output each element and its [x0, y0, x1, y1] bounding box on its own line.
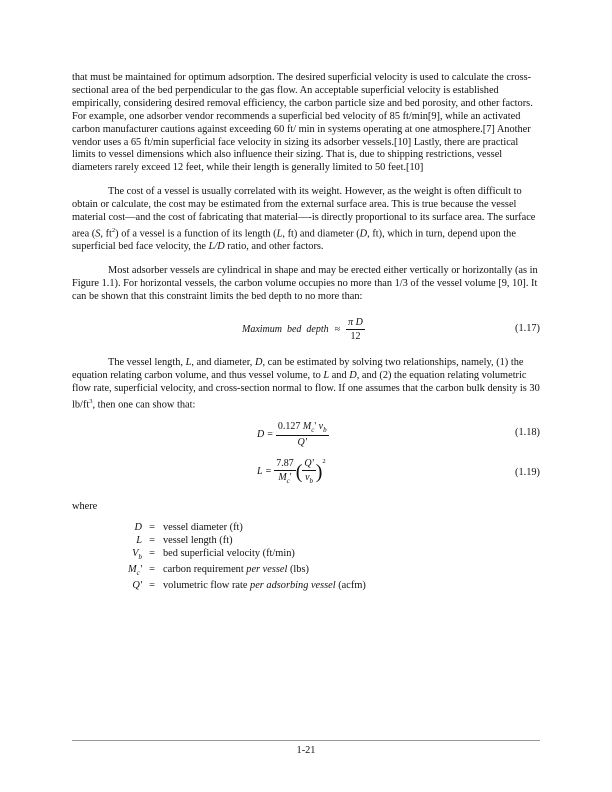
- variable-equals: =: [149, 534, 155, 546]
- variable-equals: =: [149, 563, 155, 575]
- footer-rule: [72, 740, 540, 741]
- paragraph-length-diameter: The vessel length, L, and diameter, D, can be estimated by solving two relationships, namely, (1) the equation relating carbon volume, and thus vessel volume, to L and D, and (2) the equation relating volumetric flow rate, superficial velocity, and cross-section normal to flow. If one assumes that the carbon bulk density is 30 $lb/ft^3$, then one can show that:: [72, 356, 540, 411]
- eq119-label: (1.19): [515, 467, 540, 478]
- equation-1-17: [72, 315, 540, 347]
- variable-description: vessel length (ft): [163, 534, 233, 546]
- document-body: [72, 72, 540, 593]
- eq117-label: (1.17): [515, 322, 540, 334]
- eq118-label: (1.18): [515, 427, 540, 438]
- variable-equals: =: [149, 579, 155, 591]
- paragraph-cylindrical: Most adsorber vessels are cylindrical in shape and may be erected either vertically or horizontally (as in Figure 1.1). For horizontal vessels, the carbon volume occupies no more than 1/3 of the vessel volume [9, 10]. It can be shown that this constraint limits the bed depth to no more than:: [72, 265, 538, 303]
- eq117-lhs: Maximum bed depth: [242, 323, 329, 335]
- variable-row: [72, 522, 540, 535]
- variable-row: [72, 548, 540, 564]
- variable-symbol: L: [136, 534, 142, 546]
- variable-description: vessel diameter (ft): [163, 521, 243, 533]
- eq117-approx: ≈: [334, 323, 341, 335]
- variable-equals: =: [149, 547, 155, 559]
- paragraph-velocity: that must be maintained for optimum adsorption. The desired superficial velocity is used to calculate the cross-sectional area of the bed perpendicular to the gas flow. An acceptable superficial velocity is established empirically, considering desired removal efficiency, the carbon particle size and bed porosity, and other factors. For example, one adsorber vendor recommends a superficial bed velocity of 85 ft/min[9], while an activated carbon manufacturer cautions against exceeding 60 ft/ min in systems operating at one atmosphere.[7] Another vendor uses a 65 ft/min superficial face velocity in sizing its adsorber vessels.[10] Lastly, there are practical limits to vessel dimensions which also influence their sizing. That is, due to shipping restrictions, vessel diameters rarely exceed 12 feet, while their length is generally limited to 50 feet.[10]: [72, 72, 533, 174]
- variable-equals: =: [149, 521, 155, 533]
- paragraph-vessel-cost: The cost of a vessel is usually correlated with its weight. However, as the weight is often difficult to obtain or calculate, the cost may be estimated from the external surface area. This is true because the vessel material cost—and the cost of fabricating that material—-is directly proportional to its surface area. The surface area (S, $ft^2$) of a vessel is a function of its length (L, ft) and diameter (D, ft), which in turn, depend upon the superficial bed face velocity, the L/D ratio, and other factors.: [72, 186, 536, 253]
- equation-1-19: L = $\frac{7.87}{M_c'}$ ( $\frac{Q'}{v_b}$ ) $^2$ (1.19): [257, 458, 540, 485]
- where-label: where: [72, 501, 98, 512]
- variable-description: bed superficial velocity (ft/min): [163, 547, 295, 559]
- variable-list: [72, 522, 540, 593]
- page-number: 1-21: [296, 745, 316, 756]
- variable-row: [72, 564, 540, 580]
- variable-symbol: D: [134, 521, 142, 533]
- variable-row: [72, 580, 540, 593]
- variable-row: [72, 535, 540, 548]
- variable-symbol: $M_c'$: [128, 563, 142, 577]
- eq117-fraction: $\frac{\text{π D}}{12}$: [348, 316, 363, 342]
- variable-symbol: Q': [132, 579, 142, 591]
- variable-description: carbon requirement per vessel (lbs): [163, 563, 309, 575]
- equation-1-18: D = $\frac{0.127 M_c' v_b}{Q'}$ (1.18): [257, 421, 540, 448]
- eq119-inner-fraction: $\frac{Q'}{v_b}$: [304, 458, 314, 485]
- eq118-fraction: $\frac{0.127 M_c' v_b}{Q'}$: [277, 421, 327, 448]
- eq119-fraction: $\frac{7.87}{M_c'}$: [276, 458, 294, 485]
- variable-symbol: $V_b$: [132, 547, 142, 561]
- variable-description: volumetric flow rate per adsorbing vessel (acfm): [163, 579, 366, 591]
